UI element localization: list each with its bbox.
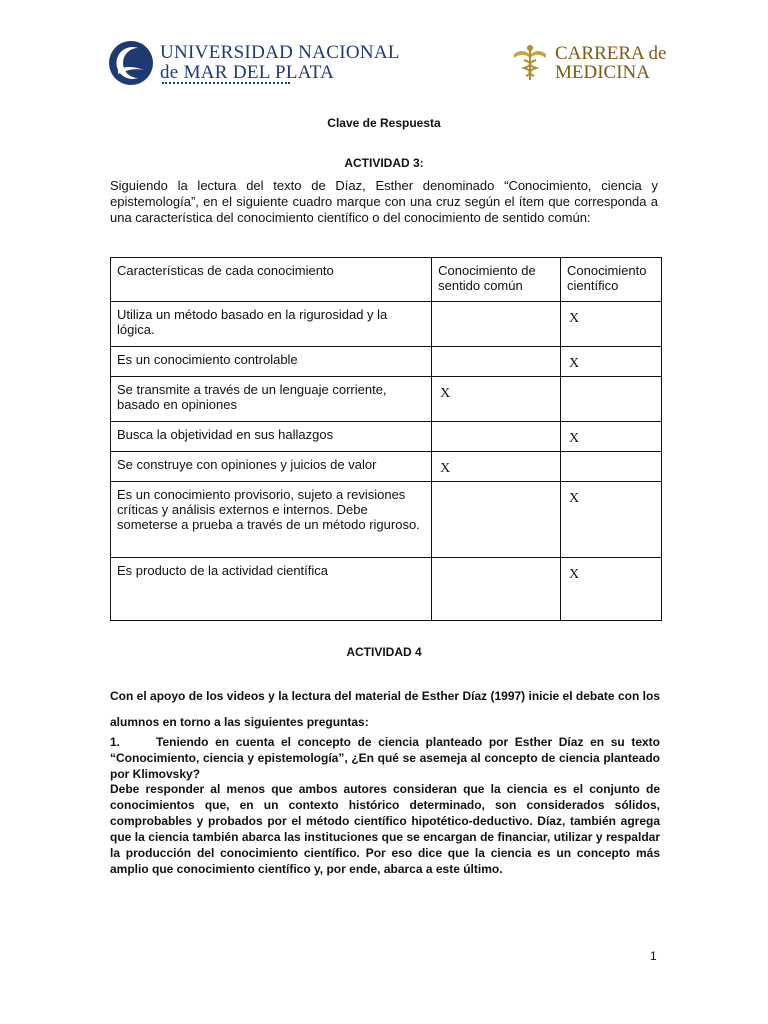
row-characteristic: Utiliza un método basado en la rigurosidad y la lógica. bbox=[111, 302, 432, 347]
table-header-cell: Conocimiento de sentido común bbox=[432, 258, 561, 302]
row-characteristic: Se transmite a través de un lenguaje corriente, basado en opiniones bbox=[111, 377, 432, 422]
scientific-mark: X bbox=[569, 567, 580, 582]
row-characteristic: Es un conocimiento controlable bbox=[111, 347, 432, 377]
table-row bbox=[111, 377, 662, 422]
table-row bbox=[111, 302, 662, 347]
table-header-row bbox=[111, 258, 662, 302]
activity4-intro: Con el apoyo de los videos y la lectura del material de Esther Díaz (1997) inicie el debate con los alumnos en torno a las siguientes preguntas: bbox=[110, 689, 660, 729]
table-header-cell: Características de cada conocimiento bbox=[111, 258, 432, 302]
table-row bbox=[111, 452, 662, 482]
answer-1: Debe responder al menos que ambos autores consideran que la ciencia es el conjunto de conocimientos que, en un contexto histórico determinado, son considerados sólidos, comprobables y probados por el método científico hipotético-deductivo. Díaz, también agrega que la ciencia también abarca las instituciones que se encargan de financiar, utilizar y respaldar la producción del conocimiento científico. Por eso dice que la ciencia es un concepto más amplio que conocimiento científico y, por ende, abarca a este último. bbox=[110, 782, 660, 876]
university-dotted-rule bbox=[162, 82, 290, 84]
university-name-line1: UNIVERSIDAD NACIONAL bbox=[160, 42, 400, 63]
career-name-line2: MEDICINA bbox=[555, 62, 650, 83]
question-1 bbox=[110, 734, 660, 782]
document-title: Clave de Respuesta bbox=[327, 116, 441, 130]
question-1-text: Teniendo en cuenta el concepto de ciencia planteado por Esther Díaz en su texto “Conocimiento, ciencia y epistemología”, ¿En qué se asemeja al concepto de ciencia planteado por Klimovsky? bbox=[110, 735, 660, 781]
scientific-mark: X bbox=[569, 431, 580, 446]
knowledge-table bbox=[110, 257, 662, 621]
row-characteristic: Es producto de la actividad científica bbox=[111, 558, 432, 621]
page-number: 1 bbox=[650, 949, 657, 963]
question-1-number: 1. bbox=[110, 735, 121, 749]
table-row bbox=[111, 558, 662, 621]
career-name-line1: CARRERA de bbox=[555, 43, 667, 64]
scientific-mark: X bbox=[569, 356, 580, 371]
row-characteristic: Se construye con opiniones y juicios de valor bbox=[111, 452, 432, 482]
activity3-heading: ACTIVIDAD 3: bbox=[344, 156, 424, 170]
university-name-line2: de MAR DEL PLATA bbox=[160, 62, 335, 83]
table-row bbox=[111, 422, 662, 452]
scientific-mark: X bbox=[569, 311, 580, 326]
caduceus-icon bbox=[512, 44, 548, 82]
table-row bbox=[111, 347, 662, 377]
activity3-intro: Siguiendo la lectura del texto de Díaz, Esther denominado “Conocimiento, ciencia y epistemología”, en el siguiente cuadro marque con una cruz según el ítem que corresponda a una característica del conocimiento científico o del conocimiento de sentido común: bbox=[110, 178, 658, 225]
common-sense-mark: X bbox=[440, 461, 451, 476]
common-sense-mark: X bbox=[440, 386, 451, 401]
table-header-cell: Conocimiento científico bbox=[561, 258, 662, 302]
scientific-mark: X bbox=[569, 491, 580, 506]
table-row bbox=[111, 482, 662, 558]
row-characteristic: Busca la objetividad en sus hallazgos bbox=[111, 422, 432, 452]
row-characteristic: Es un conocimiento provisorio, sujeto a revisiones críticas y análisis externos e internos. Debe someterse a prueba a través de un método riguroso. bbox=[111, 482, 432, 558]
activity4-heading: ACTIVIDAD 4 bbox=[346, 645, 422, 659]
university-logo bbox=[108, 40, 154, 86]
